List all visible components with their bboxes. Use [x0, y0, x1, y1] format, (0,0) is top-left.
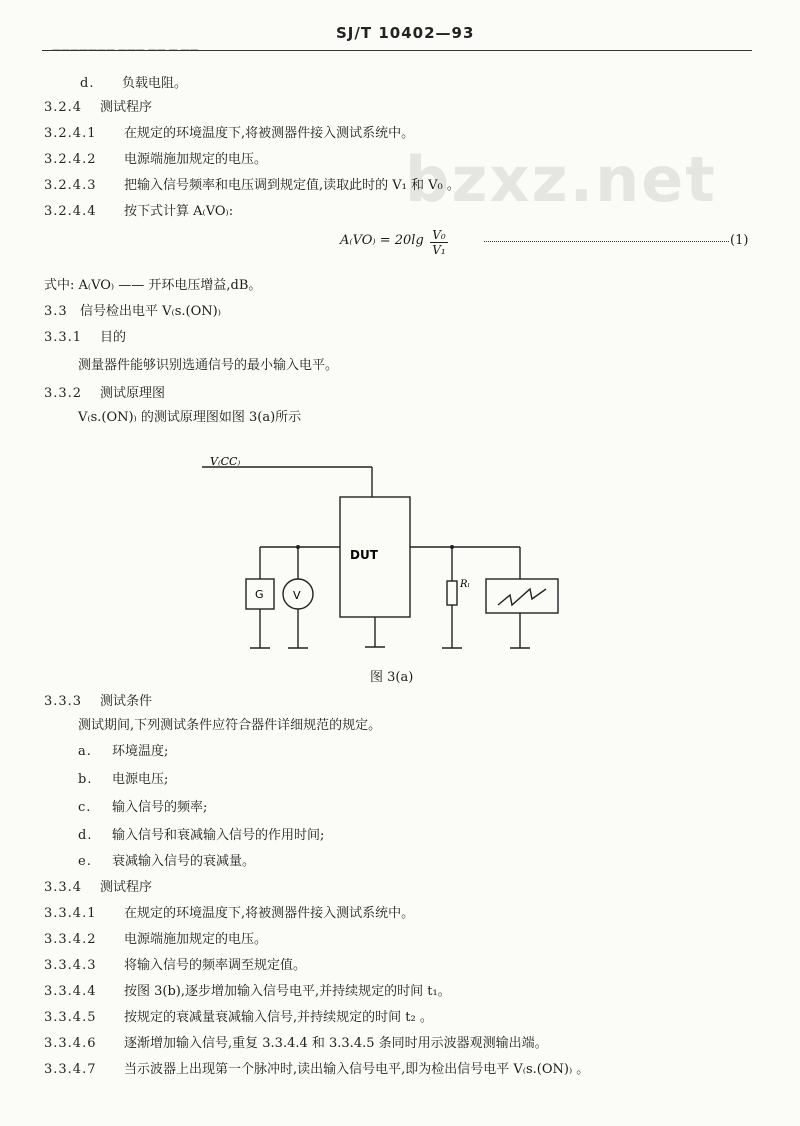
equation-denominator: V₁ — [432, 243, 446, 257]
clause-3-2-4-2: 3.2.4.2 电源端施加规定的电压。 — [44, 152, 268, 167]
purpose-text: 测量器件能够识别选通信号的最小输入电平。 — [78, 358, 339, 373]
equation-numerator: V₀ — [432, 228, 446, 242]
list-item-d-load: d. 负载电阻。 — [80, 76, 188, 91]
vcc-label: V₍CC₎ — [210, 455, 241, 468]
dut-label: DUT — [350, 548, 378, 562]
oscilloscope-trace — [498, 589, 546, 605]
clause-3-3-4-1: 3.3.4.1 在规定的环境温度下,将被测器件接入测试系统中。 — [44, 906, 415, 921]
load-resistor — [447, 581, 457, 605]
condition-a: a. 环境温度; — [78, 744, 169, 759]
section-3-3-4: 3.3.4 测试程序 — [44, 880, 153, 895]
header-rule — [42, 50, 752, 51]
condition-b: b. 电源电压; — [78, 772, 169, 787]
condition-c: c. 输入信号的频率; — [78, 800, 208, 815]
clause-3-2-4-1: 3.2.4.1 在规定的环境温度下,将被测器件接入测试系统中。 — [44, 126, 415, 141]
figure-caption: 图 3(a) — [370, 670, 414, 685]
test-circuit-diagram — [190, 455, 590, 655]
junction-dot — [450, 545, 454, 549]
clause-3-3-4-4: 3.3.4.4 按图 3(b),逐步增加输入信号电平,并持续规定的时间 t₁。 — [44, 984, 451, 999]
section-3-2-4: 3.2.4 测试程序 — [44, 100, 153, 115]
formula-where-note: 式中: A₍VO₎ —— 开环电压增益,dB。 — [44, 278, 262, 293]
clause-3-3-4-7: 3.3.4.7 当示波器上出现第一个脉冲时,读出输入信号电平,即为检出信号电平 V₍s.(ON)₎ 。 — [44, 1062, 590, 1077]
clause-3-3-4-3: 3.3.4.3 将输入信号的频率调至规定值。 — [44, 958, 307, 973]
junction-dot — [296, 545, 300, 549]
standard-code: SJ/T 10402—93 — [336, 24, 475, 42]
voltmeter-label: V — [293, 589, 301, 602]
condition-d: d. 输入信号和衰减输入信号的作用时间; — [78, 828, 325, 843]
header-subline: ——————— ——— —— — —— — [52, 45, 199, 55]
diagram-intro-text: V₍s.(ON)₎ 的测试原理图如图 3(a)所示 — [78, 410, 302, 425]
clause-3-3-4-2: 3.3.4.2 电源端施加规定的电压。 — [44, 932, 268, 947]
condition-e: e. 衰减输入信号的衰减量。 — [78, 854, 256, 869]
clause-3-2-4-3: 3.2.4.3 把输入信号频率和电压调到规定值,读取此时的 V₁ 和 V₀ 。 — [44, 178, 460, 193]
watermark: bzxz.net — [405, 143, 717, 216]
section-3-3: 3.3 信号检出电平 V₍s.(ON)₎ — [44, 304, 221, 319]
section-3-3-2: 3.3.2 测试原理图 — [44, 386, 166, 401]
clause-3-2-4-4: 3.2.4.4 按下式计算 A₍VO₎: — [44, 204, 234, 219]
equation-lhs: A₍VO₎ = 20lg — [340, 233, 424, 248]
conditions-intro: 测试期间,下列测试条件应符合器件详细规范的规定。 — [78, 718, 382, 733]
generator-label: G — [255, 588, 264, 601]
section-3-3-1: 3.3.1 目的 — [44, 330, 127, 345]
clause-3-3-4-6: 3.3.4.6 逐渐增加输入信号,重复 3.3.4.4 和 3.3.4.5 条同时用示波器观测输出端。 — [44, 1036, 548, 1051]
section-3-3-3: 3.3.3 测试条件 — [44, 694, 153, 709]
equation-fraction — [430, 228, 448, 257]
equation-leader-dots — [484, 241, 729, 242]
equation-number: (1) — [730, 233, 749, 248]
clause-3-3-4-5: 3.3.4.5 按规定的衰减量衰减输入信号,并持续规定的时间 t₂ 。 — [44, 1010, 433, 1025]
load-label: Rₗ — [460, 579, 470, 590]
